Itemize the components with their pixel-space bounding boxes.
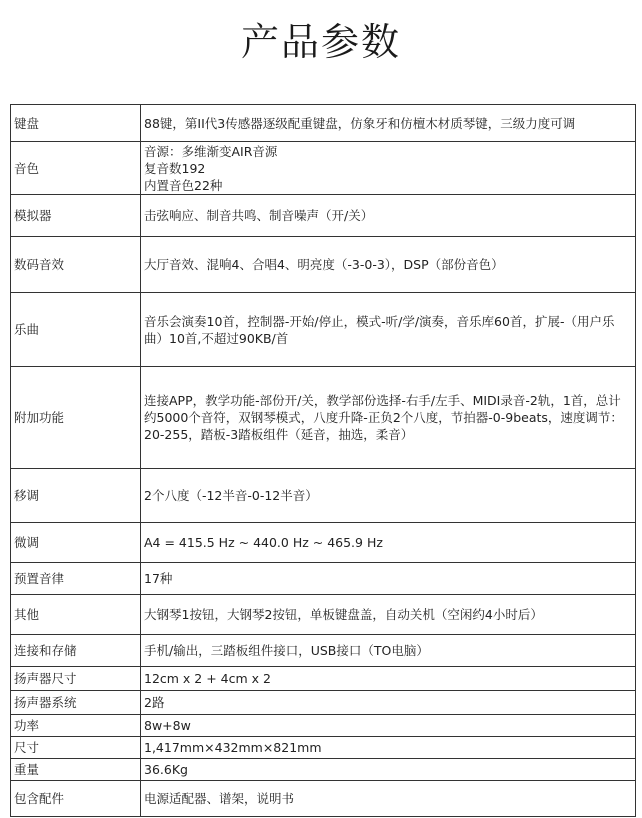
table-row [11,563,636,595]
row-label: 扬声器系统 [11,691,141,715]
row-label: 重量 [11,759,141,781]
row-label: 扬声器尺寸 [11,667,141,691]
table-row [11,367,636,469]
row-value [141,142,636,195]
page-title: 产品参数 [240,20,401,64]
table-row [11,759,636,781]
spec-table [10,104,636,817]
row-label: 功率 [11,715,141,737]
row-value: 1,417mm×432mm×821mm [141,737,636,759]
table-row [11,737,636,759]
row-label: 模拟器 [11,195,141,237]
row-value: 大钢琴1按钮，大钢琴2按钮，单板键盘盖，自动关机（空闲约4小时后） [141,595,636,635]
table-row [11,237,636,293]
row-label: 其他 [11,595,141,635]
table-row [11,469,636,523]
row-label: 移调 [11,469,141,523]
row-label: 附加功能 [11,367,141,469]
row-label: 包含配件 [11,781,141,817]
row-label: 微调 [11,523,141,563]
row-value: 2个八度（-12半音-0-12半音） [141,469,636,523]
row-value: 连接APP，教学功能-部份开/关，教学部份选择-右手/左手、MIDI录音-2轨，1首，总计约5000个音符，双钢琴模式，八度升降-正负2个八度，节拍器-0-9beats，速度调节：20-255，踏板-3踏板组件（延音，抽选，柔音） [141,367,636,469]
table-row [11,293,636,367]
row-value: A4 = 415.5 Hz ~ 440.0 Hz ~ 465.9 Hz [141,523,636,563]
row-value: 36.6Kg [141,759,636,781]
row-value: 8w+8w [141,715,636,737]
table-row [11,595,636,635]
row-label: 数码音效 [11,237,141,293]
row-label: 乐曲 [11,293,141,367]
row-label: 尺寸 [11,737,141,759]
row-value: 12cm x 2 + 4cm x 2 [141,667,636,691]
table-row [11,635,636,667]
table-row [11,715,636,737]
row-label: 预置音律 [11,563,141,595]
table-row [11,781,636,817]
value-line: 复音数192 [144,160,206,176]
row-value: 88键，第II代3传感器逐级配重键盘，仿象牙和仿檀木材质琴键，三级力度可调 [141,105,636,142]
row-value: 手机/输出，三踏板组件接口，USB接口（TO电脑） [141,635,636,667]
value-line: 内置音色22种 [144,177,223,193]
row-label: 连接和存储 [11,635,141,667]
value-line: 音源：多维渐变AIR音源 [144,143,278,159]
table-row [11,523,636,563]
row-value: 音乐会演奏10首，控制器-开始/停止，模式-听/学/演奏，音乐库60首，扩展-（用户乐曲）10首,不超过90KB/首 [141,293,636,367]
table-row [11,195,636,237]
row-value: 击弦响应、制音共鸣、制音噪声（开/关） [141,195,636,237]
table-row [11,105,636,142]
table-row [11,142,636,195]
table-row [11,691,636,715]
row-value: 大厅音效、混响4、合唱4、明亮度（-3-0-3），DSP（部份音色） [141,237,636,293]
row-value: 电源适配器、谱架，说明书 [141,781,636,817]
row-value: 17种 [141,563,636,595]
row-value: 2路 [141,691,636,715]
row-label: 音色 [11,142,141,195]
row-label: 键盘 [11,105,141,142]
table-row [11,667,636,691]
